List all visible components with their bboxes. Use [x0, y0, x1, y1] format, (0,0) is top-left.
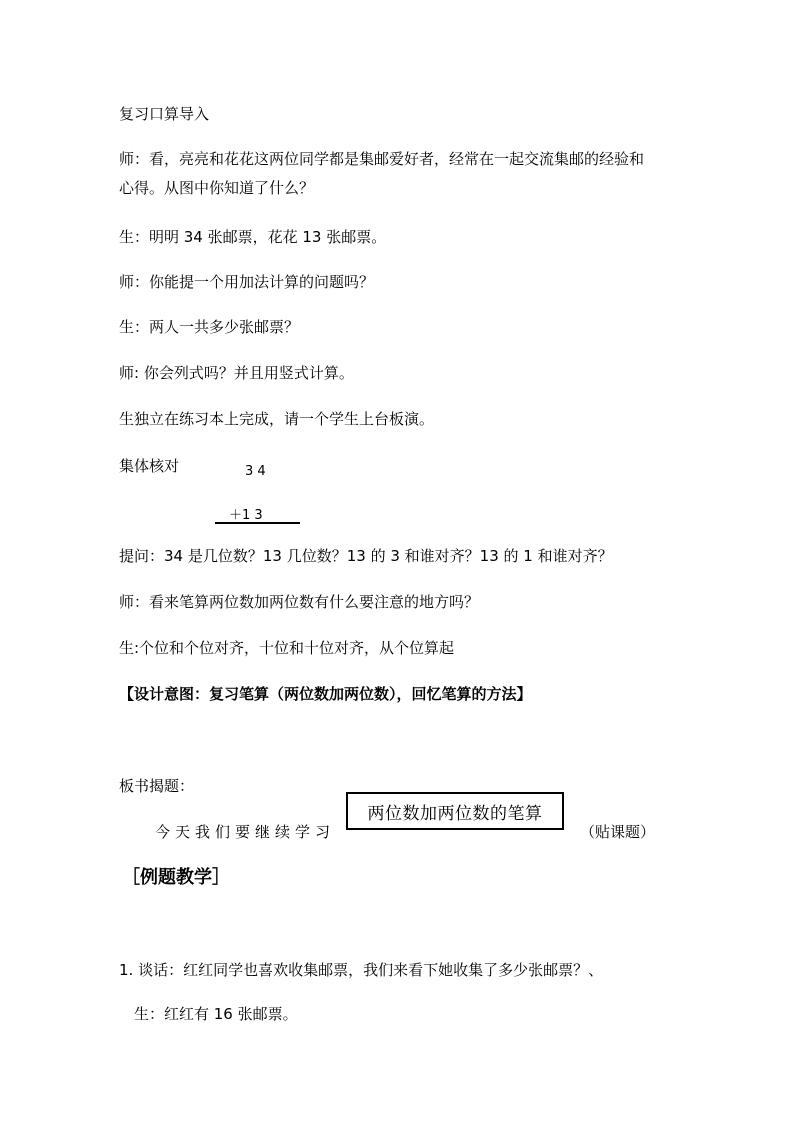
check-label: 集体核对 [119, 457, 180, 475]
student-line-1: 生：明明 34 张邮票，花花 13 张邮票。 [119, 228, 387, 246]
vertical-addend-top: 3 4 [245, 464, 266, 479]
student-line-3: 生独立在练习本上完成，请一个学生上台板演。 [119, 410, 435, 428]
board-title-label: 板书揭题： [119, 777, 195, 795]
teacher-line-3: 师: 你会列式吗？并且用竖式计算。 [119, 364, 354, 382]
vertical-sum-rule [215, 522, 300, 524]
teacher-line-1a: 师：看，亮亮和花花这两位同学都是集邮爱好者，经常在一起交流集邮的经验和 [119, 150, 645, 168]
teacher-line-2: 师：你能提一个用加法计算的问题吗？ [119, 273, 375, 291]
today-learn-text: 今天我们要继续学习 [155, 823, 336, 841]
example-teaching-heading: ［例题教学］ [122, 867, 230, 888]
question-line: 提问：34 是几位数？13 几位数？13 的 3 和谁对齐？13 的 1 和谁对齐？ [119, 547, 613, 565]
item-1-dialogue: 1. 谈话：红红同学也喜欢收集邮票，我们来看下她收集了多少张邮票？、 [119, 961, 604, 979]
student-line-5: 生：红红有 16 张邮票。 [134, 1005, 298, 1023]
paste-title-note: （贴课题） [580, 823, 656, 841]
student-line-2: 生：两人一共多少张邮票？ [119, 318, 300, 336]
student-line-4: 生:个位和个位对齐，十位和十位对齐，从个位算起 [119, 639, 455, 657]
lesson-title-box: 两位数加两位数的笔算 [346, 792, 564, 830]
teacher-line-1b: 心得。从图中你知道了什么？ [119, 179, 315, 197]
design-intent: 【设计意图：复习笔算（两位数加两位数），回忆笔算的方法】 [119, 685, 532, 703]
vertical-addend-bottom: ＋1 3 [229, 508, 263, 523]
review-heading: 复习口算导入 [119, 105, 210, 123]
teacher-line-4: 师：看来笔算两位数加两位数有什么要注意的地方吗？ [119, 593, 480, 611]
